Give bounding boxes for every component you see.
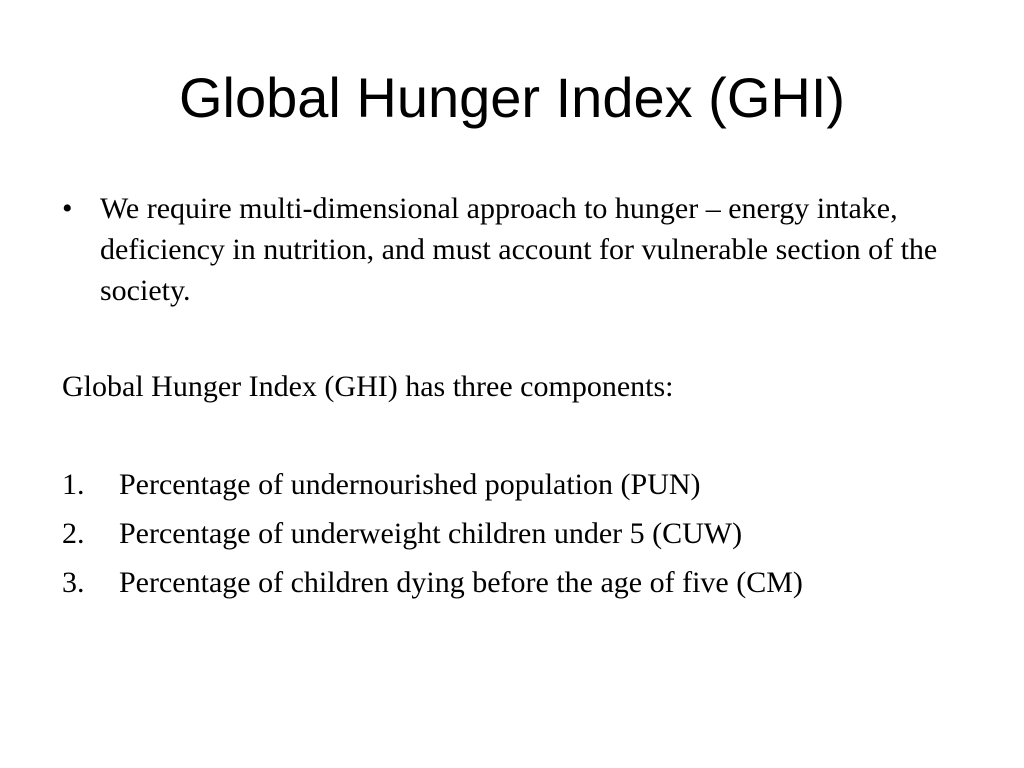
list-item-number: 2. [62, 517, 85, 550]
list-item-number: 1. [62, 468, 85, 501]
list-item-text: Percentage of undernourished population (PUN) [119, 468, 701, 501]
bullet-marker: • [62, 192, 73, 225]
bullet-text: We require multi-dimensional approach to hunger – energy intake, deficiency in nutrition, and must account for vulnerable section of the society. [100, 192, 938, 307]
list-item-text: Percentage of children dying before the age of five (CM) [119, 566, 803, 599]
bullet-point [62, 188, 982, 311]
slide-title: Global Hunger Index (GHI) [178, 66, 846, 129]
list-item-number: 3. [62, 566, 85, 599]
list-item-text: Percentage of underweight children under 5 (CUW) [119, 517, 743, 550]
components-intro: Global Hunger Index (GHI) has three components: [62, 370, 674, 403]
